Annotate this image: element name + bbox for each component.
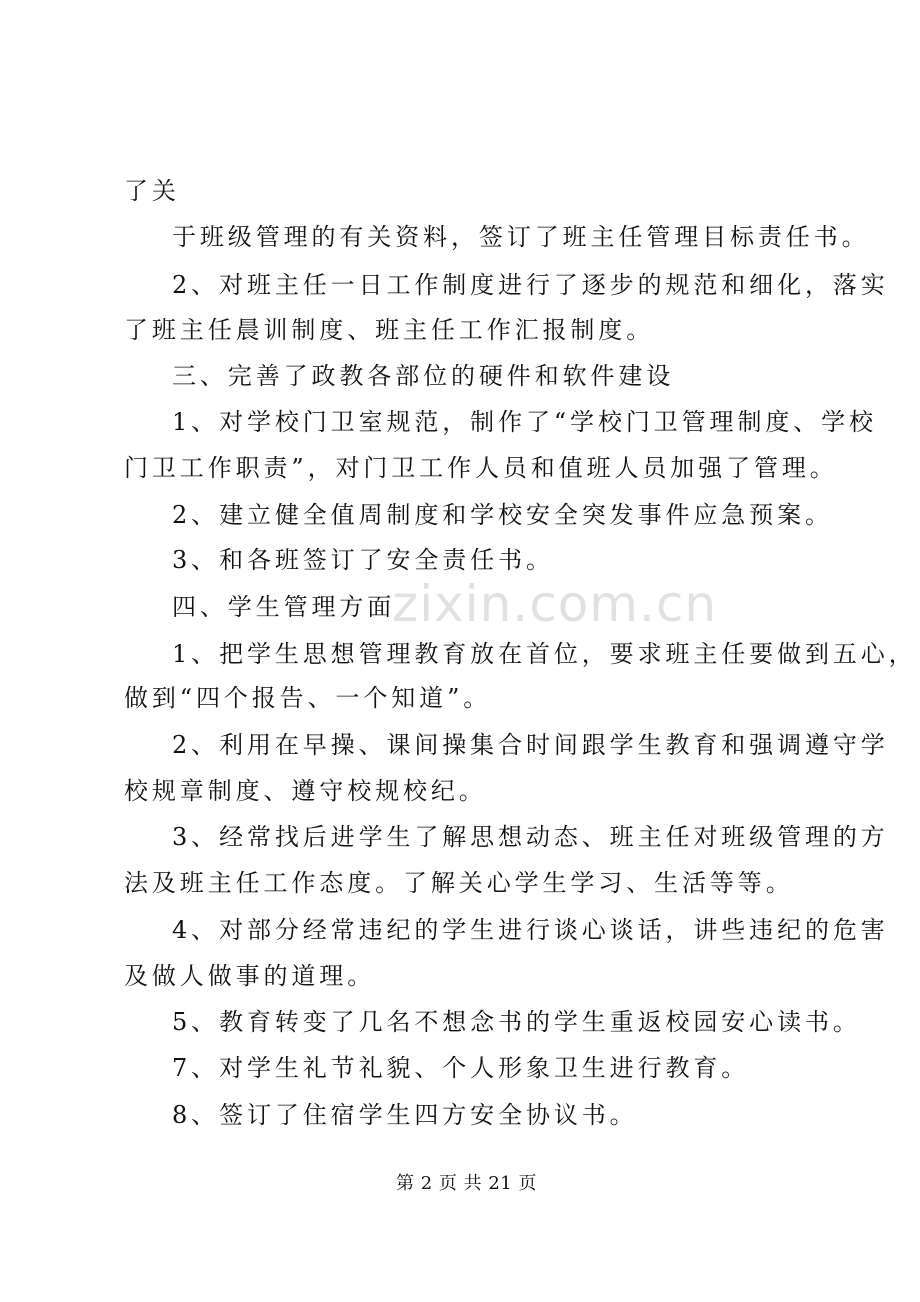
text-line: 法及班主任工作态度。了解关心学生学习、生活等等。 <box>124 869 794 897</box>
text-line: 3、和各班签订了安全责任书。 <box>172 546 554 574</box>
text-line: 了班主任晨训制度、班主任工作汇报制度。 <box>124 316 655 344</box>
text-line: 做到“四个报告、一个知道”。 <box>124 684 492 712</box>
page-footer: 第 2 页 共 21 页 <box>396 1173 537 1194</box>
text-line: 5、教育转变了几名不想念书的学生重返校园安心读书。 <box>172 1008 861 1036</box>
section-heading: 四、学生管理方面 <box>172 593 396 621</box>
text-line: 了关 <box>124 177 180 205</box>
text-line: 4、对部分经常违纪的学生进行谈心谈话，讲些违纪的危害 <box>172 916 889 944</box>
text-line: 1、对学校门卫室规范，制作了“学校门卫管理制度、学校 <box>172 408 877 436</box>
text-line: 2、对班主任一日工作制度进行了逐步的规范和细化，落实 <box>172 271 889 299</box>
text-line: 8、签订了住宿学生四方安全协议书。 <box>172 1101 638 1129</box>
text-line: 于班级管理的有关资料，签订了班主任管理目标责任书。 <box>172 223 870 251</box>
watermark: zixin.com.cn <box>392 575 718 633</box>
text-line: 校规章制度、遵守校规校纪。 <box>124 777 487 805</box>
section-heading: 三、完善了政教各部位的硬件和软件建设 <box>172 362 675 390</box>
text-line: 1、把学生思想管理教育放在首位，要求班主任要做到五心， <box>172 640 917 668</box>
text-line: 及做人做事的道理。 <box>124 962 376 990</box>
text-line: 3、经常找后进学生了解思想动态、班主任对班级管理的方 <box>172 823 889 851</box>
text-line: 2、建立健全值周制度和学校安全突发事件应急预案。 <box>172 501 833 529</box>
text-line: 7、对学生礼节礼貌、个人形象卫生进行教育。 <box>172 1054 750 1082</box>
text-line: 门卫工作职责”，对门卫工作人员和值班人员加强了管理。 <box>124 454 838 482</box>
text-line: 2、利用在早操、课间操集合时间跟学生教育和强调遵守学 <box>172 731 889 759</box>
